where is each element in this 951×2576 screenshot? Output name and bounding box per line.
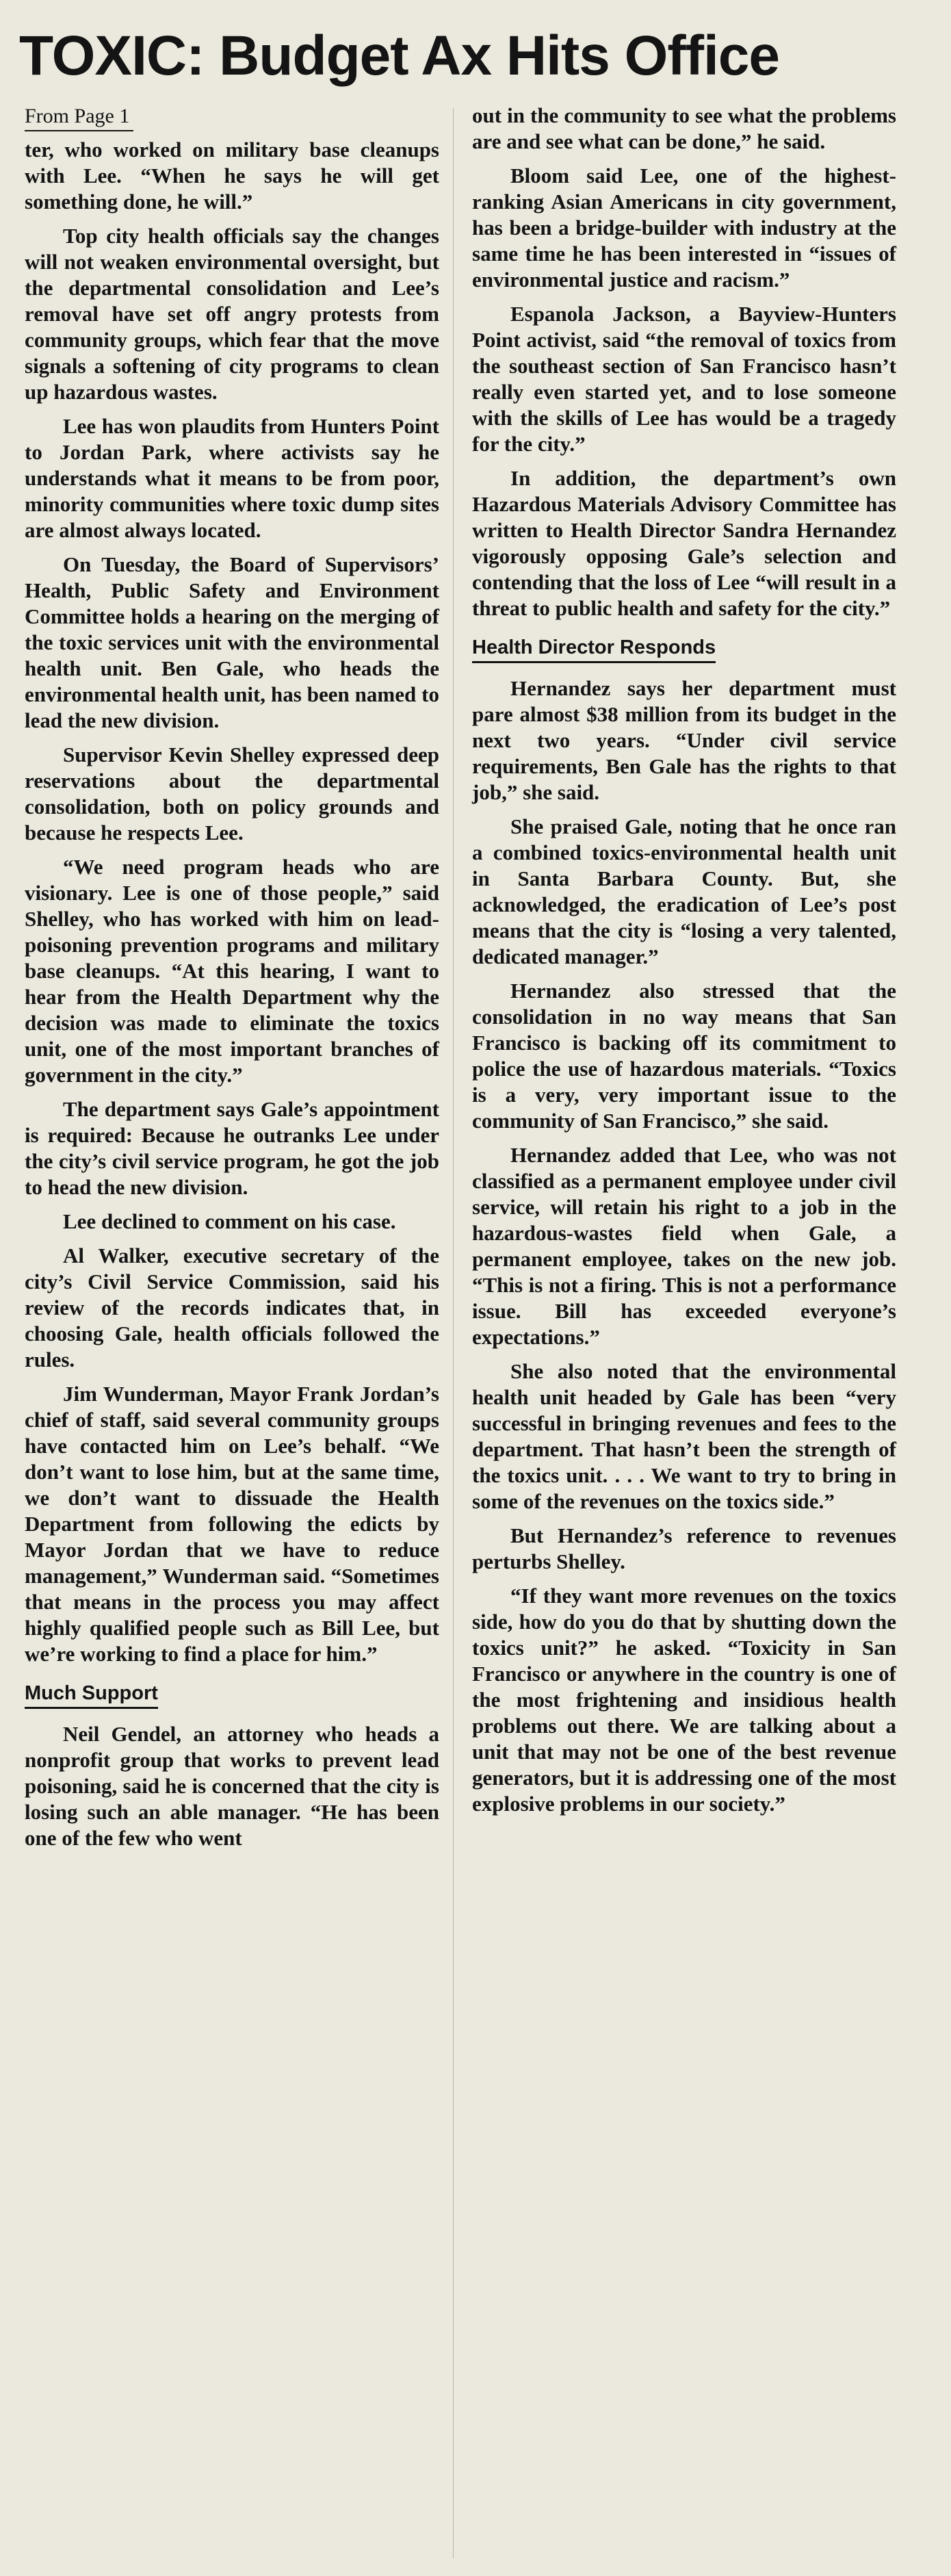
paragraph: The department says Gale’s appointment is required: Because he outranks Lee under the city’s civil service program, he got the job to head the new division. xyxy=(25,1097,439,1199)
paragraph: Lee declined to comment on his case. xyxy=(63,1209,396,1233)
paragraph: Supervisor Kevin Shelley expressed deep reservations about the departmental consolidation, both on policy grounds and because he respects Lee. xyxy=(25,743,439,845)
paragraph: Hernandez says her department must pare almost $38 million from its budget in the next two years. “Under civil service requirements, Ben Gale has the rights to that job,” she said. xyxy=(472,676,896,804)
paragraph: Espanola Jackson, a Bayview-Hunters Point activist, said “the removal of toxics from the southeast section of San Francisco hasn’t really even started yet, and to lose someone with the skills of Lee has would be a tragedy for the city.” xyxy=(472,302,896,456)
subhead-health-director-responds: Health Director Responds xyxy=(472,634,716,663)
paragraph: But Hernandez’s reference to revenues perturbs Shelley. xyxy=(472,1523,896,1573)
paragraph: Jim Wunderman, Mayor Frank Jordan’s chief of staff, said several community groups have contacted him on Lee’s behalf. “We don’t want to lose him, but at the same time, we don’t want to dissuade the Health Department from following the edicts by Mayor Jordan that we have to reduce management,” Wunderman said. “Sometimes that means in the process you may affect highly qualified people such as Bill Lee, but we’re working to find a place for him.” xyxy=(25,1382,439,1666)
headline: TOXIC: Budget Ax Hits Office xyxy=(19,25,779,87)
subhead-much-support: Much Support xyxy=(25,1679,158,1709)
paragraph: On Tuesday, the Board of Supervisors’ Health, Public Safety and Environment Committee holds a hearing on the merging of the toxic services unit with the environmental health unit. Ben Gale, who heads the environmental health unit, has been named to lead the new division. xyxy=(25,552,439,732)
paragraph: Hernandez added that Lee, who was not classified as a permanent employee under civil service, will retain his right to a job in the hazardous-wastes field when Gale, a permanent employee, takes on the new job. “This is not a firing. This is not a performance issue. Bill has exceeded everyone’s expectations.” xyxy=(472,1143,896,1349)
paragraph: Bloom said Lee, one of the highest-ranking Asian Americans in city government, has been a bridge-builder with industry at the same time he has been interested in “issues of environmental justice and racism.” xyxy=(472,164,896,292)
paragraph: Al Walker, executive secretary of the city’s Civil Service Commission, said his review of the records indicates that, in choosing Gale, health officials followed the rules. xyxy=(25,1244,439,1371)
paragraph: She praised Gale, noting that he once ran a combined toxics-environmental health unit in Santa Barbara County. But, she acknowledged, the eradication of Lee’s post means that the city is “losing a very talented, dedicated manager.” xyxy=(472,814,896,968)
right-column xyxy=(472,103,896,1817)
paragraph: She also noted that the environmental health unit headed by Gale has been “very successful in bringing revenues and fees to the department. That hasn’t been the strength of the toxics unit. . . . We want to try to bring in some of the revenues on the toxics side.” xyxy=(472,1359,896,1513)
paragraph: Hernandez also stressed that the consolidation in no way means that San Francisco is backing off its commitment to police the use of hazardous materials. “Toxics is a very, very important issue to the community of San Francisco,” she said. xyxy=(472,979,896,1133)
paragraph: out in the community to see what the problems are and see what can be done,” he said. xyxy=(472,103,896,153)
paragraph: Top city health officials say the changes will not weaken environmental oversight, but the departmental consolidation and Lee’s removal have set off angry protests from community groups, which fear that the move signals a softening of city programs to clean up hazardous wastes. xyxy=(25,224,439,404)
jump-label: From Page 1 xyxy=(25,103,133,131)
paragraph: Lee has won plaudits from Hunters Point to Jordan Park, where activists say he understands what it means to be from poor, minority communities where toxic dump sites are almost always located. xyxy=(25,414,439,542)
paragraph: ter, who worked on military base cleanups with Lee. “When he says he will get something done, he will.” xyxy=(25,138,439,214)
paragraph: “We need program heads who are visionary. Lee is one of those people,” said Shelley, who has worked with him on lead-poisoning prevention programs and military base cleanups. “At this hearing, I want to hear from the Health Department why the decision was made to eliminate the toxics unit, one of the most important branches of government in the city.” xyxy=(25,855,439,1087)
paragraph: Neil Gendel, an attorney who heads a nonprofit group that works to prevent lead poisoning, said he is concerned that the city is losing such an able manager. “He has been one of the few who went xyxy=(25,1722,439,1850)
left-column xyxy=(25,103,439,1851)
paragraph: “If they want more revenues on the toxics side, how do you do that by shutting down the toxics unit?” he asked. “Toxicity in San Francisco or anywhere in the country is one of the most frightening and insidious health problems out there. We are talking about a unit that may not be one of the best revenue generators, but it is addressing one of the most explosive problems in our society.” xyxy=(472,1584,896,1816)
column-rule xyxy=(453,108,454,2558)
paragraph: In addition, the department’s own Hazardous Materials Advisory Committee has written to Health Director Sandra Hernandez vigorously opposing Gale’s selection and contending that the loss of Lee “will result in a threat to public health and safety for the city.” xyxy=(472,466,896,620)
